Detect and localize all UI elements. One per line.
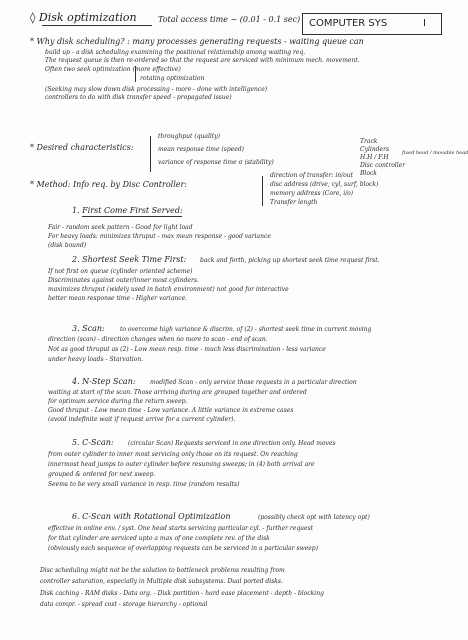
why-line: rotating optimization	[140, 75, 205, 82]
access-time-note: Total access time ~ (0.01 - 0.1 sec)	[158, 15, 301, 24]
side-term: Cylinders	[360, 146, 390, 153]
brace	[150, 136, 151, 172]
section-line: to overcome high variance & discrim. of (2) - shortest seek time in current moving	[120, 326, 372, 333]
section-title-cscan: 5. C-Scan:	[72, 438, 114, 447]
desired-item: variance of response time σ (stability)	[158, 159, 274, 166]
section-line: (circular Scan) Requests serviced in one direction only. Head moves	[128, 440, 336, 447]
side-term: Track	[360, 138, 378, 145]
why-heading: * Why disk scheduling? : many processes generating requests - waiting queue can	[30, 37, 364, 46]
side-term: Disc controller	[360, 162, 406, 169]
section-title-cscan-rot: 6. C-Scan with Rotational Optimization	[72, 512, 231, 521]
section-title-fcfs: 1. First Come First Served:	[72, 206, 183, 215]
closing-line: Disc scheduling might not be the solution to bottleneck problems resulting from	[40, 567, 285, 574]
desired-item: mean response time (speed)	[158, 146, 244, 153]
title-underline	[82, 216, 182, 217]
course-label: COMPUTER SYS	[309, 18, 388, 29]
section-line: (possibly check opt with latency opt)	[258, 514, 370, 521]
section-title-sstf: 2. Shortest Seek Time First:	[72, 255, 187, 264]
section-title-nstep: 4. N-Step Scan:	[72, 377, 136, 386]
section-line: effective in online env. / syst. One head starts servicing particular cyl. - further request	[48, 525, 314, 532]
method-param: direction of transfer: in/out	[270, 172, 354, 179]
method-heading: * Method: Info req. by Disc Controller:	[30, 180, 188, 189]
section-line: Fair - random seek pattern - Good for light load	[48, 224, 193, 231]
method-param: disc address (drive, cyl, surf, block)	[270, 181, 379, 188]
title-underline	[42, 25, 152, 26]
section-line: back and forth, picking up shortest seek time request first.	[200, 257, 380, 264]
section-line: for optimum service during the return sweep.	[48, 398, 188, 405]
side-term: Block	[360, 170, 377, 177]
section-line: for that cylinder are serviced upto a max of one complete rev. of the disk	[48, 535, 270, 542]
why-line: controllers to do with disk transfer speed - propagated issue)	[45, 94, 232, 101]
brace	[262, 176, 263, 206]
why-line: Often two seek optimization (more effective)	[45, 66, 181, 73]
side-note: fixed head / movable head	[402, 150, 468, 156]
section-line: grouped & ordered for next sweep.	[48, 471, 156, 478]
section-line: (avoid indefinite wait if request arrive for a current cylinder).	[48, 416, 236, 423]
section-line: If not first on queue (cylinder oriented scheme)	[48, 268, 193, 275]
section-line: waiting at start of the scan. Those arriving during are grouped together and ordered	[48, 389, 307, 396]
section-line: Discriminates against outer/inner most cylinders.	[48, 277, 199, 284]
section-line: Not as good thruput as (2) - Low mean resp. time - much less discrimination - less variance	[48, 346, 326, 353]
desired-heading: * Desired characteristics:	[30, 143, 134, 152]
section-line: Seems to be very small variance in resp. time (random results)	[48, 481, 240, 488]
course-box	[302, 13, 442, 35]
section-number: I	[423, 18, 426, 29]
section-line: better mean response time - Higher variance.	[48, 295, 188, 302]
section-line: modified Scan - only service those requests in a particular direction	[150, 379, 357, 386]
why-line: build up - a disk scheduling examining the positional relationship among waiting req.	[45, 49, 306, 56]
section-line: from outer cylinder to inner most servicing only those on its request. On reaching	[48, 451, 298, 458]
method-param: memory address (Core, i/o)	[270, 190, 354, 197]
closing-line: Disk caching - RAM disks - Data org. - Disk partition - hard ease placement - depth - blocking	[40, 590, 324, 597]
closing-line: controller saturation, especially in Multiple disk subsystems. Dual ported disks.	[40, 578, 283, 585]
page-title: ◊ Disk optimization	[30, 11, 137, 24]
section-line: Good thruput - Low mean time - Low variance. A little variance in extreme cases	[48, 407, 294, 414]
why-line: The request queue is then re-ordered so that the request are serviced with minimum mech. movement.	[45, 57, 360, 64]
section-line: innermost head jumps to outer cylinder before resuming sweeps; in (4) both arrival are	[48, 461, 315, 468]
section-line: maximizes thruput (widely used in batch environment) not good for interactive	[48, 286, 289, 293]
why-line: (Seeking may slow down disk processing - more - done with intelligence)	[45, 86, 268, 93]
section-line: under heavy loads - Starvation.	[48, 356, 144, 363]
section-line: For heavy loads: minimizes thruput - max mean response - good variance	[48, 233, 271, 240]
section-line: (obviously each sequence of overlapping requests can be serviced in a particular sweep)	[48, 545, 318, 552]
desired-item: throughput (quality)	[158, 133, 220, 140]
section-line: (disk bound)	[48, 242, 87, 249]
method-param: Transfer length	[270, 199, 318, 206]
section-title-scan: 3. Scan:	[72, 324, 105, 333]
brace	[135, 66, 136, 82]
section-line: direction (scan) - direction changes when no more to scan - end of scan.	[48, 336, 268, 343]
side-term: H.H / F.H	[360, 154, 389, 161]
closing-line: data compr. - spread cost - storage hierarchy - optional	[40, 601, 208, 608]
